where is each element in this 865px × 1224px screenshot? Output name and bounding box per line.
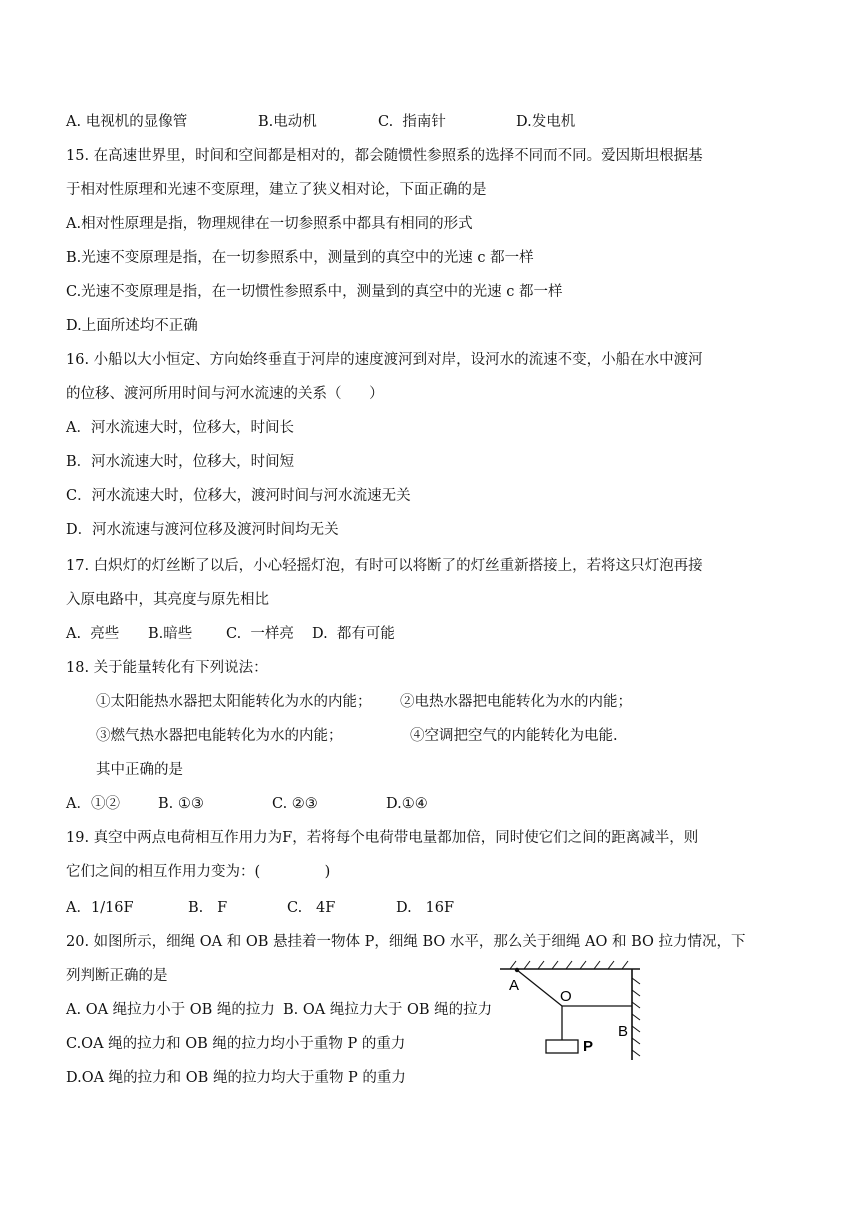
q20-option-c: C.OA 绳的拉力和 OB 绳的拉力均小于重物 P 的重力 xyxy=(66,1036,406,1052)
q14-option-c: C. 指南针 xyxy=(378,114,446,130)
q17-option-b: B.暗些 xyxy=(148,626,193,642)
q16-option-c: C．河水流速大时，位移大，渡河时间与河水流速无关 xyxy=(66,488,411,504)
q20-option-d: D.OA 绳的拉力和 OB 绳的拉力均大于重物 P 的重力 xyxy=(66,1070,406,1086)
q18-option-b: B. ①③ xyxy=(158,796,204,812)
q14-option-b: B.电动机 xyxy=(258,114,317,130)
q15-option-b: B.光速不变原理是指，在一切参照系中，测量到的真空中的光速 c 都一样 xyxy=(66,250,534,266)
label-p: P xyxy=(583,1038,594,1055)
q18-option-c: C. ②③ xyxy=(272,796,318,812)
q18-statement-1: ①太阳能热水器把太阳能转化为水的内能； xyxy=(96,694,372,710)
q18-statement-3: ③燃气热水器把电能转化为水的内能； xyxy=(96,728,343,744)
q20-stem-line-1: 20. 如图所示，细绳 OA 和 OB 悬挂着一物体 P，细绳 BO 水平，那么关于细绳 AO 和 BO 拉力情况，下 xyxy=(66,934,746,950)
q18-statement-4: ④空调把空气的内能转化为电能. xyxy=(410,728,618,744)
q17-stem-line-1: 17. 白炽灯的灯丝断了以后，小心轻摇灯泡，有时可以将断了的灯丝重新搭接上，若将这只灯泡再接 xyxy=(66,558,703,574)
q19-stem-line-2: 它们之间的相互作用力变为：( ) xyxy=(66,864,331,880)
q16-option-d: D．河水流速与渡河位移及渡河时间均无关 xyxy=(66,522,339,538)
q19-option-a: A．1/16F xyxy=(66,900,134,916)
q20-figure xyxy=(496,958,656,1062)
q16-stem-line-1: 16. 小船以大小恒定、方向始终垂直于河岸的速度渡河到对岸，设河水的流速不变，小船在水中渡河 xyxy=(66,352,703,368)
q18-stem-line-1: 18. 关于能量转化有下列说法： xyxy=(66,660,268,676)
q17-option-d: D. 都有可能 xyxy=(312,626,395,642)
label-a: A xyxy=(509,977,520,994)
q15-option-c: C.光速不变原理是指，在一切惯性参照系中，测量到的真空中的光速 c 都一样 xyxy=(66,284,563,300)
q18-statement-2: ②电热水器把电能转化为水的内能； xyxy=(400,694,632,710)
label-o: O xyxy=(560,988,572,1005)
q18-option-d: D.①④ xyxy=(386,796,428,812)
q17-option-a: A. 亮些 xyxy=(66,626,120,642)
q15-stem-line-2: 于相对性原理和光速不变原理，建立了狭义相对论，下面正确的是 xyxy=(66,182,487,198)
q16-stem-line-2: 的位移、渡河所用时间与河水流速的关系（ ） xyxy=(66,386,384,402)
q16-option-a: A．河水流速大时，位移大，时间长 xyxy=(66,420,294,436)
q20-stem-line-2: 列判断正确的是 xyxy=(66,968,168,984)
q19-option-c: C. 4F xyxy=(287,900,336,916)
wall xyxy=(632,969,640,1060)
q16-option-b: B．河水流速大时，位移大，时间短 xyxy=(66,454,295,470)
q14-option-d: D.发电机 xyxy=(516,114,576,130)
label-b: B xyxy=(618,1023,629,1040)
q15-option-a: A.相对性原理是指，物理规律在一切参照系中都具有相同的形式 xyxy=(66,216,473,232)
q20-option-a: A. OA 绳拉力小于 OB 绳的拉力 xyxy=(66,1002,275,1018)
anchor-a xyxy=(515,968,519,972)
q15-option-d: D.上面所述均不正确 xyxy=(66,318,198,334)
q17-stem-line-2: 入原电路中，其亮度与原先相比 xyxy=(66,592,269,608)
q18-prompt: 其中正确的是 xyxy=(96,762,183,778)
rope-ao xyxy=(517,970,562,1006)
q15-stem-line-1: 15. 在高速世界里，时间和空间都是相对的，都会随惯性参照系的选择不同而不同。爱因斯坦根据基 xyxy=(66,148,703,164)
ceiling xyxy=(500,961,640,969)
q19-option-b: B. F xyxy=(188,900,228,916)
q18-option-a: A．①② xyxy=(66,796,120,812)
q20-option-b: B. OA 绳拉力大于 OB 绳的拉力 xyxy=(283,1002,493,1018)
weight-p xyxy=(546,1040,578,1053)
q14-option-a: A. 电视机的显像管 xyxy=(66,114,188,130)
q19-stem-line-1: 19. 真空中两点电荷相互作用力为F，若将每个电荷带电量都加倍，同时使它们之间的距离减半，则 xyxy=(66,830,699,846)
q17-option-c: C. 一样亮 xyxy=(226,626,294,642)
q19-option-d: D. 16F xyxy=(396,900,455,916)
